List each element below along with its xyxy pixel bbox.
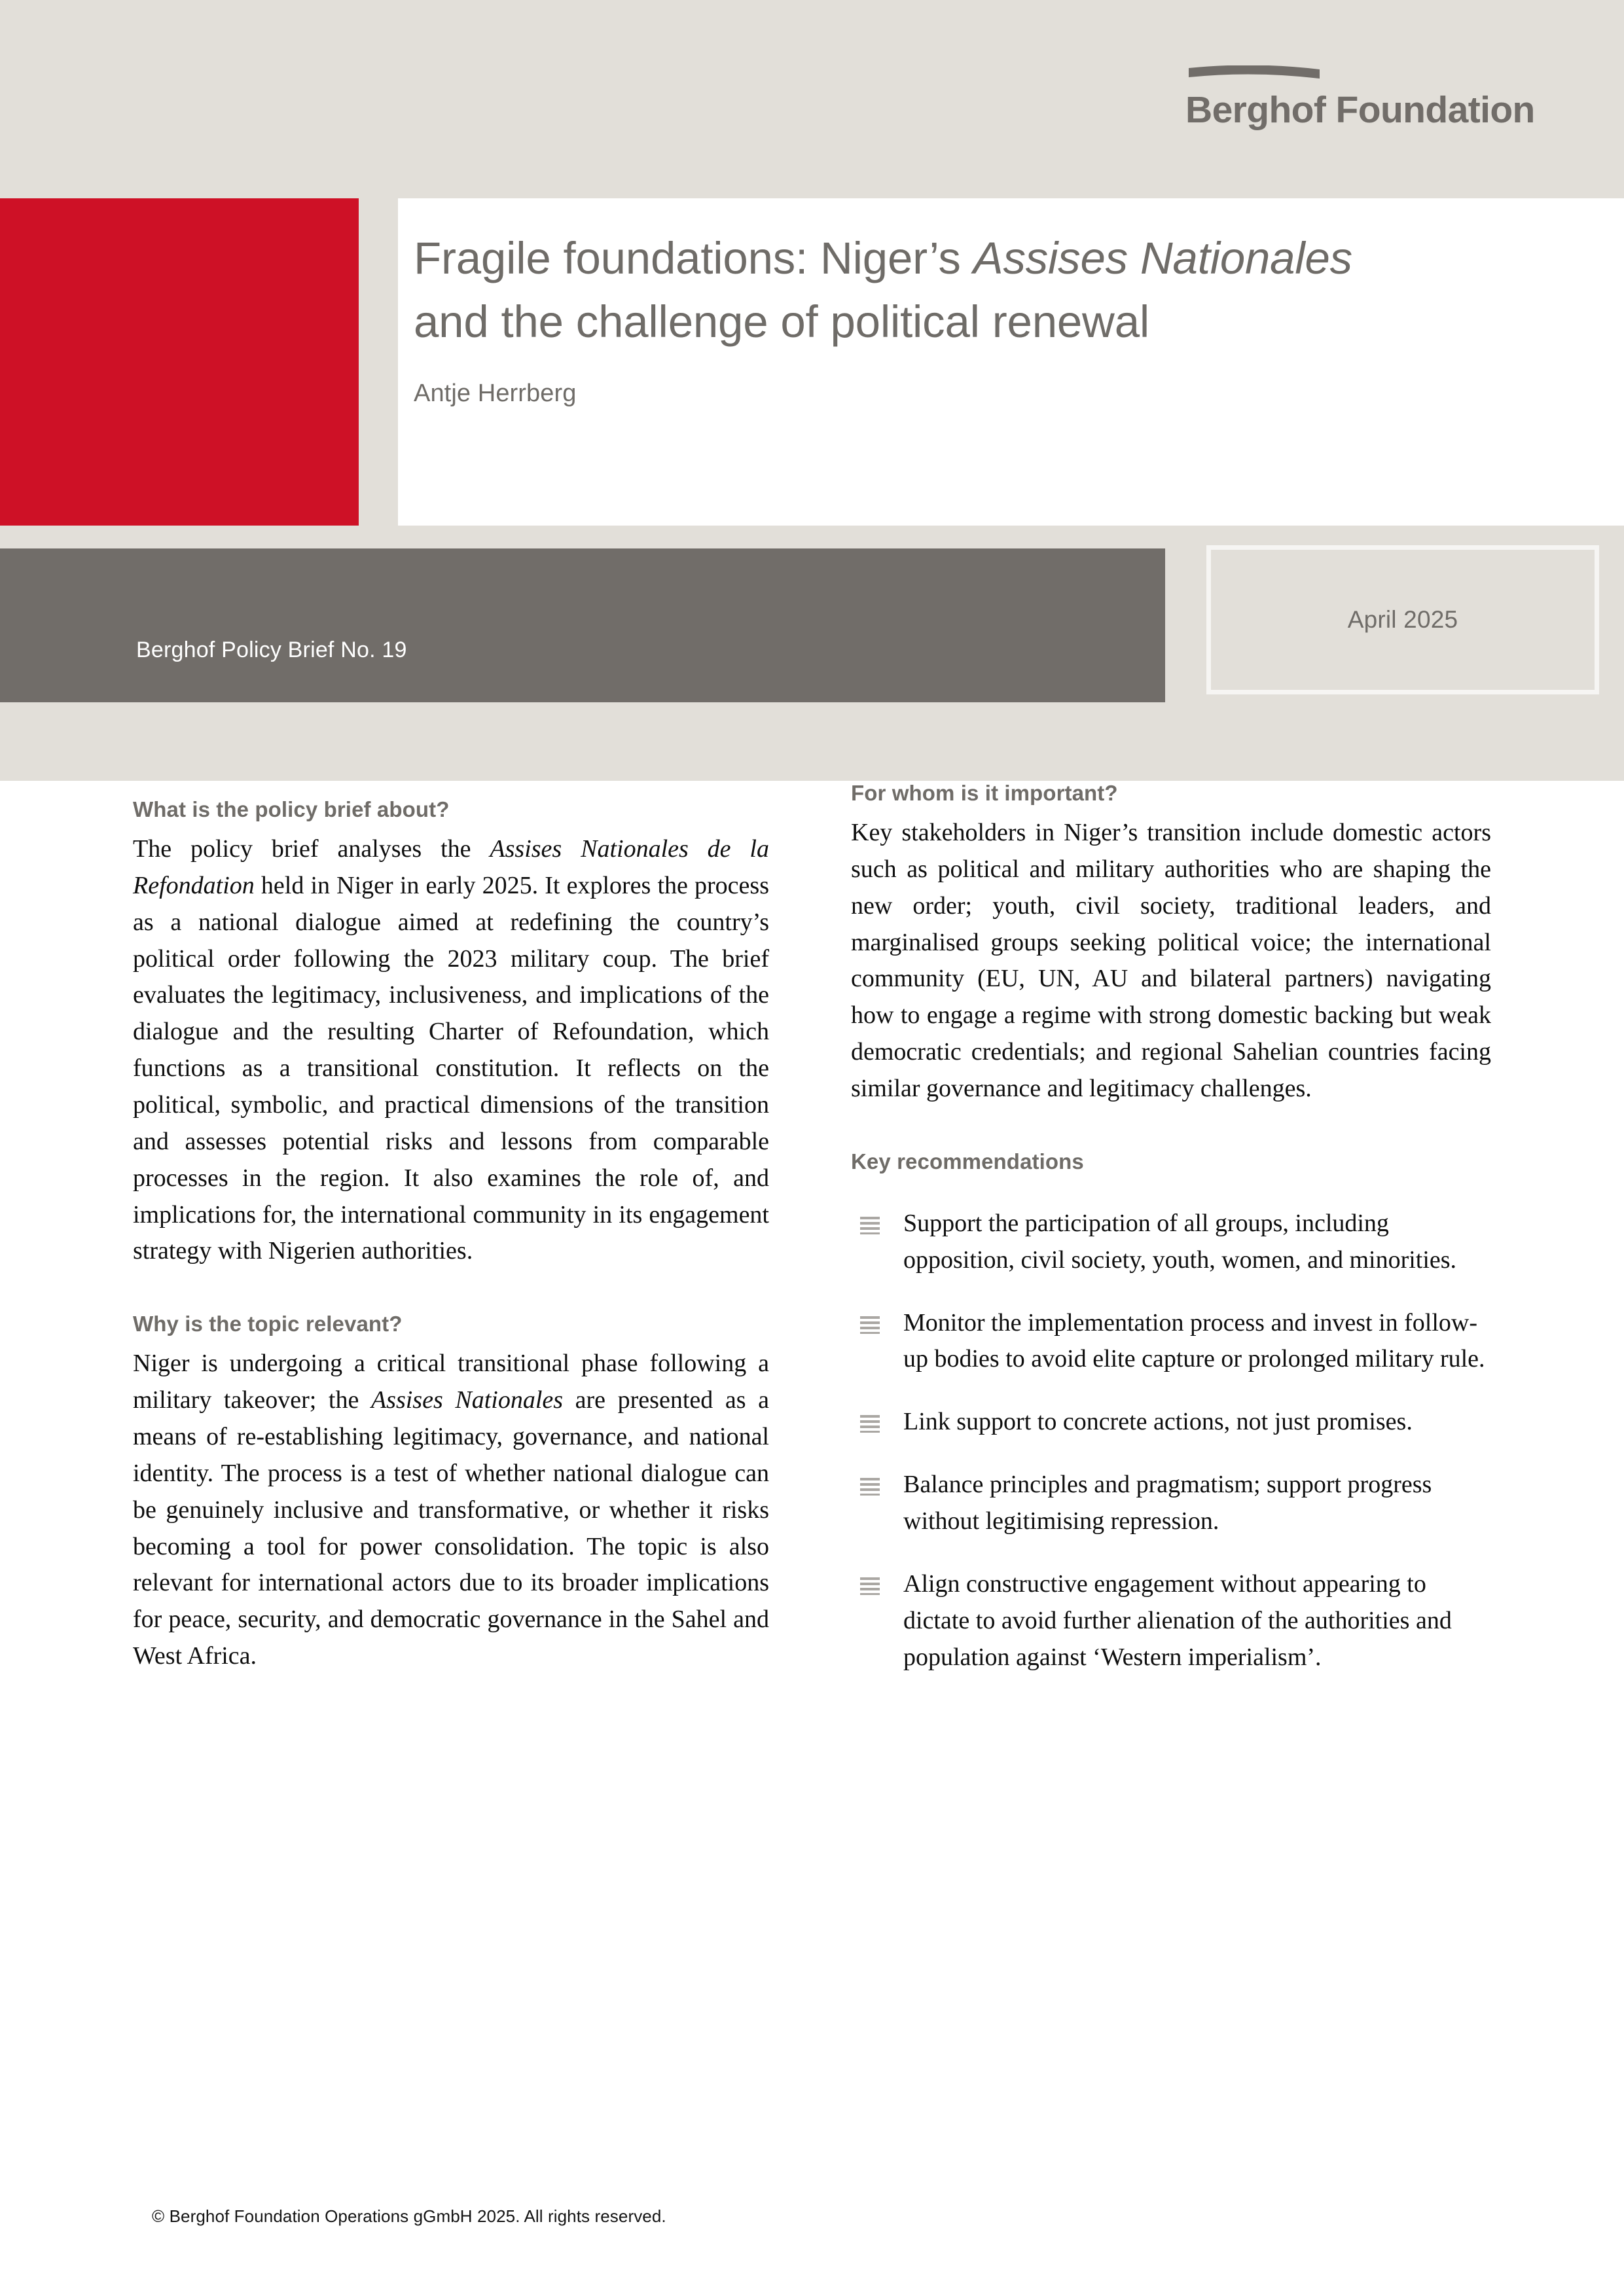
berghof-logo bbox=[1185, 65, 1535, 131]
title-card bbox=[398, 198, 1624, 526]
par2-text-c: are presented as a means of re-establishing legitimacy, governance, and national identity. The process is a test of whether national dialogue can be genuinely inclusive and transformative, or whether it risks becoming a tool for power consolidation. The topic is also relevant for international actors due to its broader implications for peace, security, and democratic governance in the Sahel and West Africa. bbox=[133, 1386, 769, 1670]
paragraph-what-is-the-brief-about bbox=[133, 831, 769, 1270]
page-title-line-1 bbox=[414, 234, 1585, 282]
par-text-a: The policy brief analyses the bbox=[133, 835, 490, 863]
heading-key-recommendations: Key recommendations bbox=[851, 1149, 1084, 1174]
series-label: Berghof Policy Brief No. 19 bbox=[136, 637, 407, 662]
heading-what-is-the-brief-about: What is the policy brief about? bbox=[133, 797, 450, 821]
lines-bullet-icon bbox=[860, 1477, 880, 1496]
page-title-line-2: and the challenge of political renewal bbox=[414, 296, 1149, 348]
lines-bullet-icon bbox=[860, 1316, 880, 1334]
right-column bbox=[851, 781, 1491, 1702]
lines-bullet-icon bbox=[860, 1577, 880, 1595]
list-item bbox=[851, 1566, 1491, 1676]
list-item-text: Balance principles and pragmatism; support progress without legitimising repression. bbox=[903, 1471, 1432, 1535]
list-item bbox=[851, 1404, 1491, 1441]
list-item bbox=[851, 1305, 1491, 1378]
list-item-text: Monitor the implementation process and invest in follow-up bodies to avoid elite capture or prolonged military rule. bbox=[903, 1308, 1485, 1373]
title-text-italic: Assises Nationales bbox=[973, 233, 1352, 283]
logo-wordmark: Berghof Foundation bbox=[1185, 89, 1535, 131]
publication-date: April 2025 bbox=[1347, 606, 1458, 633]
lines-bullet-icon bbox=[860, 1414, 880, 1433]
lines-bullet-icon bbox=[860, 1216, 880, 1234]
heading-for-whom-is-it-important: For whom is it important? bbox=[851, 781, 1118, 805]
logo-arc-icon bbox=[1189, 65, 1320, 82]
list-item-text: Support the participation of all groups, including opposition, civil society, youth, women, and minorities. bbox=[903, 1209, 1457, 1274]
date-box bbox=[1206, 545, 1599, 694]
title-text-plain: Fragile foundations: Niger’s bbox=[414, 233, 973, 283]
par-text-c: held in Niger in early 2025. It explores the process as a national dialogue aimed at redefining the country’s political order following the 2023 military coup. The brief evaluates the legitimacy, inclusiveness, and implications of the dialogue and the resulting Charter of Refoundation, which functions as a transitional constitution. It reflects on the political, symbolic, and practical dimensions of the transition and assesses potential risks and lessons from comparable processes in the region. It also examines the role of, and implications for, the international community in its engagement strategy with Nigerien authorities. bbox=[133, 871, 769, 1265]
paragraph-for-whom-is-it-important: Key stakeholders in Niger’s transition include domestic actors such as political and military authorities who are shaping the new order; youth, civil society, traditional leaders, and marginalised groups seeking political voice; the international community (EU, UN, AU and bilateral partners) navigating how to engage a regime with strong domestic backing but weak democratic credentials; and regional Sahelian countries facing similar governance and legitimacy challenges. bbox=[851, 819, 1491, 1103]
left-column bbox=[133, 781, 769, 1675]
par2-text-a: Niger is undergoing a critical transitional phase following a military takeover; the bbox=[133, 1350, 769, 1414]
list-item bbox=[851, 1206, 1491, 1279]
list-item bbox=[851, 1467, 1491, 1540]
recommendations-list bbox=[851, 1206, 1491, 1676]
heading-why-is-the-topic-relevant: Why is the topic relevant? bbox=[133, 1312, 403, 1336]
list-item-text: Align constructive engagement without appearing to dictate to avoid further alienation of the authorities and population against ‘Western imperialism’. bbox=[903, 1570, 1452, 1671]
list-item-text: Link support to concrete actions, not just promises. bbox=[903, 1408, 1413, 1436]
footer-copyright: © Berghof Foundation Operations gGmbH 2025. All rights reserved. bbox=[152, 2206, 666, 2226]
par-text-italic: Assises Nationales de la Refondation bbox=[133, 835, 769, 899]
series-banner bbox=[0, 548, 1165, 702]
par2-text-italic: Assises Nationales bbox=[370, 1386, 564, 1414]
header-band bbox=[0, 0, 1624, 781]
paragraph-why-is-the-topic-relevant bbox=[133, 1346, 769, 1675]
author-name: Antje Herrberg bbox=[414, 380, 577, 408]
red-accent-block bbox=[0, 198, 359, 526]
